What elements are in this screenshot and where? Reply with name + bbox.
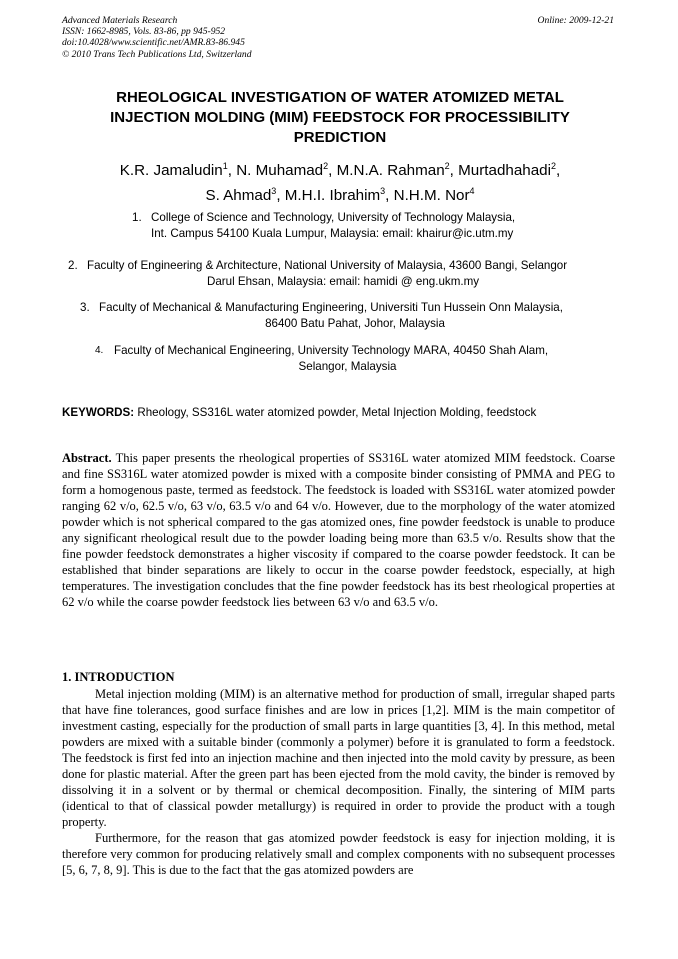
intro-body [62, 686, 615, 878]
author-list [60, 156, 620, 206]
keywords-text: Rheology, SS316L water atomized powder, Metal Injection Molding, feedstock [134, 406, 537, 419]
affiliation-line: Selangor, Malaysia [298, 360, 397, 373]
copyright-line: © 2010 Trans Tech Publications Ltd, Switzerland [62, 48, 252, 60]
author-affil: 4 [469, 186, 475, 197]
online-date: Online: 2009-12-21 [537, 15, 614, 26]
author-name: S. Ahmad [205, 187, 272, 205]
affiliation-2 [68, 258, 618, 290]
affiliation-line: Int. Campus 54100 Kuala Lumpur, Malaysia: email: khairur@ic.utm.my [151, 227, 514, 240]
author-line-1 [60, 156, 620, 181]
affiliation-4 [95, 343, 600, 375]
author-sep: , [449, 162, 459, 180]
title-line-2: INJECTION MOLDING (MIM) FEEDSTOCK FOR PROCESSIBILITY [110, 109, 570, 126]
affiliation-3 [80, 300, 620, 332]
author-affil: 1 [222, 161, 228, 171]
affiliation-number: 2. [68, 259, 78, 272]
doi-line: doi:10.4028/www.scientific.net/AMR.83-86.945 [62, 37, 245, 49]
title-line-1: RHEOLOGICAL INVESTIGATION OF WATER ATOMIZED METAL [116, 89, 564, 106]
affiliation-number: 4. [95, 345, 104, 356]
author-sep: , [385, 187, 394, 205]
author-affil: 2 [323, 161, 329, 171]
affiliation-number: 3. [80, 301, 90, 314]
section-heading: 1. INTRODUCTION [62, 670, 175, 684]
author-sep: , [227, 162, 237, 180]
affiliation-line: Faculty of Mechanical Engineering, University Technology MARA, 40450 Shah Alam, [114, 344, 549, 357]
title-line-3: PREDICTION [293, 129, 387, 146]
intro-paragraph-1: Metal injection molding (MIM) is an alternative method for production of small, irregular shaped parts that have fine tolerances, good surface finishes and are low in prices [1,2]. MIM is the main competitor of investment casting, especially for the production of small parts in large quantities [3, 4]. In this method, metal powders are mixed with a suitable binder (commonly a polymer) before it is granulated to form a feedstock. The feedstock is first fed into an injection machine and then injected into the mold cavity by pressure, as been done for plastic material. After the green part has been ejected from the mold cavity, the binder is removed by dissolving it in a solvent or by thermal or chemical decomposition. Finally, the sintering of MIM parts (identical to that of classical powder metallurgy) is required in order to provide the product with a tough property. [62, 687, 615, 829]
affiliation-line: College of Science and Technology, University of Technology Malaysia, [151, 211, 516, 224]
author-affil: 3 [380, 186, 386, 197]
author-sep: , [328, 162, 337, 180]
journal-name: Advanced Materials Research [62, 15, 178, 26]
affiliation-line: 86400 Batu Pahat, Johor, Malaysia [265, 317, 445, 330]
affiliation-number: 1. [132, 211, 142, 224]
author-name: M.N.A. Rahman [336, 162, 445, 180]
author-affil: 2 [444, 161, 450, 171]
author-name: M.H.I. Ibrahim [284, 187, 381, 205]
paper-title [60, 88, 620, 148]
author-name: N.H.M. Nor [393, 187, 470, 205]
affiliation-line: Darul Ehsan, Malaysia: email: hamidi @ eng.ukm.my [206, 275, 480, 288]
affiliation-line: Faculty of Mechanical & Manufacturing Engineering, Universiti Tun Hussein Onn Malaysia, [99, 301, 563, 314]
author-affil: 2 [551, 161, 557, 171]
author-sep: , [276, 187, 285, 205]
author-name: K.R. Jamaludin [119, 162, 223, 180]
affiliation-line: Faculty of Engineering & Architecture, National University of Malaysia, 43600 Bangi, Selangor [87, 259, 568, 272]
author-sep: , [556, 162, 561, 180]
abstract [62, 450, 615, 610]
intro-paragraph-2: Furthermore, for the reason that gas atomized powder feedstock is easy for injection molding, it is therefore very common for producing relatively small and complex components with no subsequent processes [5, 6, 7, 8, 9]. This is due to the fact that the gas atomized powders are [62, 831, 615, 877]
journal-header [62, 15, 252, 60]
author-name: N. Muhamad [236, 162, 324, 180]
affiliation-1 [132, 210, 562, 242]
issn-line: ISSN: 1662-8985, Vols. 83-86, pp 945-952 [62, 26, 226, 38]
abstract-label: Abstract. [62, 451, 112, 465]
keywords-label: KEYWORDS: [62, 406, 135, 419]
abstract-text: This paper presents the rheological properties of SS316L water atomized MIM feedstock. Coarse and fine SS316L water atomized powder is mixed with a composite binder consisting of PMMA and PEG to form a homogenous paste, termed as feedstock. The feedstock is loaded with SS316L water atomized powder ranging 62 v/o, 62.5 v/o, 63 v/o, 63.5 v/o and 64 v/o. However, due to the morphology of the water atomized powder which is not spherical compared to the gas atomized ones, fine powder feedstock is unable to produce any significant rheological result due to the powder loading being more than 63.5 v/o. Results show that the fine powder feedstock demonstrates a higher viscosity if compared to the coarse powder feedstock. It can be established that binder separations are likely to occur in the coarse powder feedstock, especially, at high temperatures. The investigation concludes that the fine powder feedstock has its best rheological properties at 62 v/o while the coarse powder feedstock lies between 63 v/o and 63.5 v/o. [62, 451, 615, 609]
author-name: Murtadhahadi [458, 162, 552, 180]
author-affil: 3 [271, 186, 277, 197]
keywords [62, 406, 536, 419]
author-line-2 [60, 181, 620, 206]
